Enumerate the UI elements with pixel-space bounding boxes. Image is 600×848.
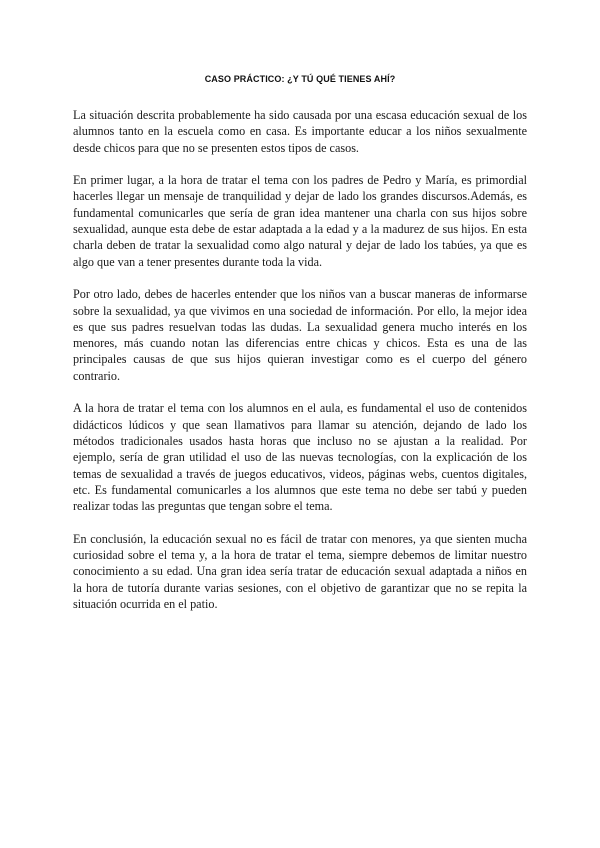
paragraph-conclusion: En conclusión, la educación sexual no es fácil de tratar con menores, ya que sienten mucha curiosidad sobre el tema y, a la hora de tratar el tema, siempre debemos de limitar nuestro conocimiento a su edad. Una gran idea sería tratar de educación sexual adaptada a niños en la hora de tutoría durante varias sesiones, con el objetivo de garantizar que no se repita la situación ocurrida en el patio.	[73, 531, 527, 611]
paragraph-introduction: La situación descrita probablemente ha sido causada por una escasa educación sexual de los alumnos tanto en la escuela como en casa. Es importante educar a los niños sexualmente desde chicos para que no se presenten estos tipos de casos.	[73, 108, 527, 155]
paragraph-classroom: A la hora de tratar el tema con los alumnos en el aula, es fundamental el uso de contenidos didácticos lúdicos y que sean llamativos para llamar su atención, dejando de lado los métodos tradicionales usados hasta horas que incluso no se ajustan a la realidad. Por ejemplo, sería de gran utilidad el uso de las nuevas tecnologías, con la explicación de los temas de sexualidad a través de juegos educativos, videos, páginas webs, cuentos digitales, etc. Es fundamental comunicarles a los alumnos que este tema no debe ser tabú y pueden realizar todas las preguntas que tengan sobre el tema.	[73, 401, 527, 514]
document-title: CASO PRÁCTICO: ¿Y TÚ QUÉ TIENES AHÍ?	[204, 74, 396, 84]
paragraph-parents: En primer lugar, a la hora de tratar el tema con los padres de Pedro y María, es primordial hacerles llegar un mensaje de tranquilidad y dejar de lado los grandes discursos.Además, es fundamental comunicarles que sería de gran idea mantener una charla con sus hijos sobre sexualidad, aunque esta debe de estar adaptada a la edad y a la madurez de sus hijos. En esta charla deben de tratar la sexualidad como algo natural y dejar de lado los tabúes, ya que es algo que van a tener presentes durante toda la vida.	[73, 173, 527, 269]
paragraph-information: Por otro lado, debes de hacerles entender que los niños van a buscar maneras de informarse sobre la sexualidad, ya que vivimos en una sociedad de información. Por ello, la mejor idea es que sus padres resuelvan todas las dudas. La sexualidad genera mucho interés en los menores, más cuando notan las diferencias entre chicas y chicos. Esta es una de las principales causas de que sus hijos quieran investigar como es el cuerpo del género contrario.	[73, 287, 527, 383]
document-body	[73, 107, 527, 629]
